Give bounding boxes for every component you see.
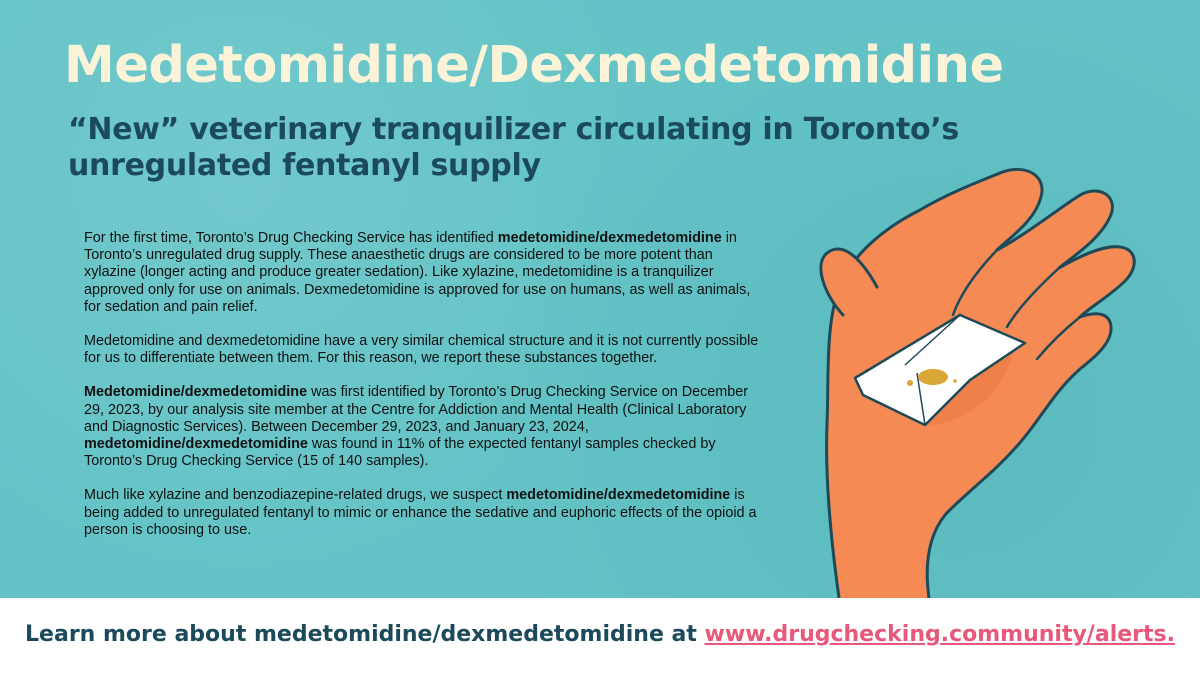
footer [0, 598, 1200, 675]
p1-text-end: in Toronto’s unregulated drug supply. These anaesthetic drugs are considered to be more potent than xylazine (longer acting and produce greater sedation). Like xylazine, medetomidine is a tranquilizer approved only for use on animals. Dexmedetomidine is approved for use on humans, as well as animals, for sedation and pain relief. [84, 230, 751, 315]
paragraph-4 [84, 487, 764, 539]
paragraph-1 [84, 230, 764, 316]
powder-speck [907, 380, 913, 386]
paragraph-2: Medetomidine and dexmedetomidine have a very similar chemical structure and it is not currently possible for us to differentiate between them. For this reason, we report these substances together. [84, 333, 759, 367]
powder-pile [918, 369, 948, 385]
p4-drug-name: medetomidine/dexmedetomidine [506, 487, 731, 504]
footer-label: Learn more about medetomidine/dexmedetomidine at [25, 622, 705, 647]
p4-text-end: is being added to unregulated fentanyl to mimic or enhance the sedative and euphoric effects of the opioid a person is choosing to use. [84, 487, 757, 538]
p3-drug-name-2: medetomidine/dexmedetomidine [84, 436, 308, 453]
paragraph-3 [84, 384, 764, 470]
p3-drug-name-1: Medetomidine/dexmedetomidine [84, 384, 308, 401]
footer-text [25, 622, 1175, 647]
p3-text-end: was found in 11% of the expected fentanyl samples checked by Toronto’s Drug Checking Service (15 of 140 samples). [84, 436, 716, 470]
body-text [84, 230, 764, 556]
p4-text-start: Much like xylazine and benzodiazepine-related drugs, we suspect [84, 487, 507, 504]
p1-text-start: For the first time, Toronto’s Drug Checking Service has identified [84, 230, 498, 246]
alerts-link[interactable]: www.drugchecking.community/alerts. [704, 622, 1175, 647]
p3-text-mid: was first identified by Toronto’s Drug Checking Service on December 29, 2023, by our analysis site member at the Centre for Addiction and Mental Health (Clinical Laboratory and Diagnostic Services). Between December 29, 2023, and January 23, 2024, [84, 384, 749, 435]
p1-drug-name: medetomidine/dexmedetomidine [497, 230, 722, 246]
powder-speck [953, 379, 957, 383]
page-title: Medetomidine/Dexmedetomidine [64, 36, 1004, 95]
hand-holding-paper-icon [785, 155, 1185, 598]
page-subtitle: “New” veterinary tranquilizer circulating in Toronto’s unregulated fentanyl supply [68, 112, 959, 183]
